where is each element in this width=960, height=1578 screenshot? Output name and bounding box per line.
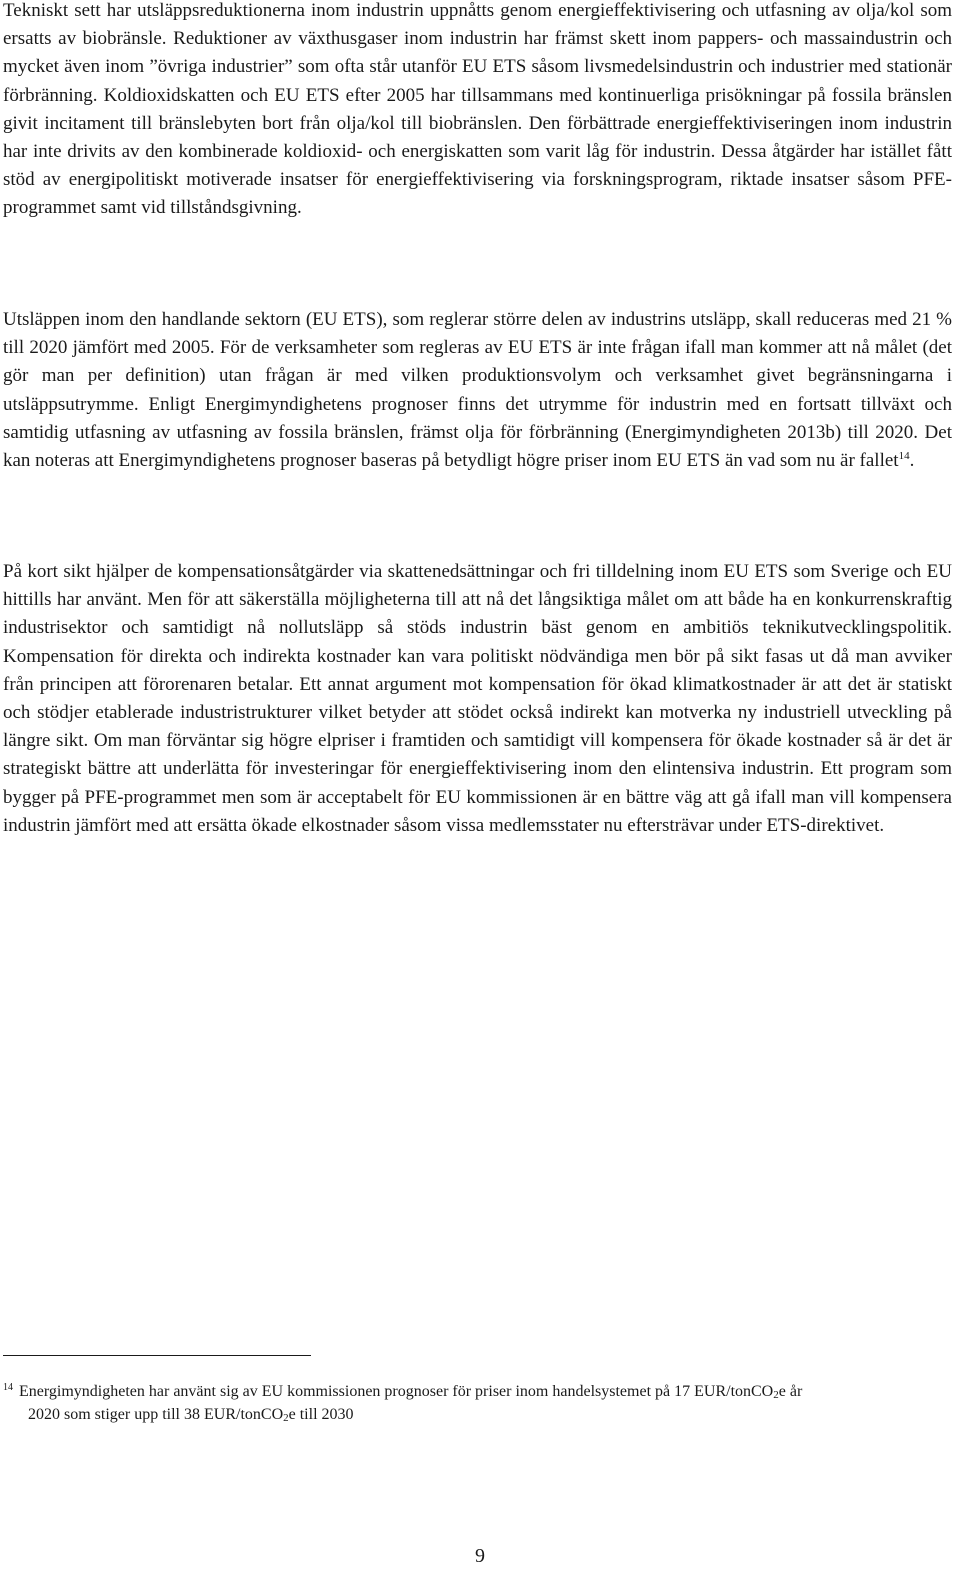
footnote-reference[interactable]: 14 [898,450,910,463]
page-number: 9 [475,1545,485,1567]
paragraph-eu-ets-sector [3,306,952,475]
footnote-text-1b: e år [778,1383,803,1400]
footnote-subscript-2: 2 [283,1412,289,1424]
paragraph-eu-ets-sector-tail: . [909,450,915,472]
footnote-subscript-1: 2 [773,1389,779,1401]
paragraph-eu-ets-sector-text: Utsläppen inom den handlande sektorn (EU ETS), som reglerar större delen av industrins utsläpp, skall reduceras med 21 % till 2020 jämfört med 2005. För de verksamheter som regleras av EU ETS är inte frågan ifall man kommer att nå målet (det gör man per definition) utan frågan är med vilken produktionsvolym och verksamhet givet begränsningarna i utsläppsutrymme. Enligt Energimyndighetens prognoser finns det utrymme för industrin med en fortsatt tillväxt och samtidig utfasning av utfasning av fossila bränslen, främst olja för förbränning (Energimyndigheten 2013b) till 2020. Det kan noteras att Energimyndighetens prognoser baseras på betydligt högre priser inom EU ETS än vad som nu är fallet [3,309,952,472]
footnote [3,1380,952,1426]
footnote-text-2a: 2020 som stiger upp till 38 EUR/tonCO [28,1406,284,1423]
paragraph-industry-emission-reductions: Tekniskt sett har utsläppsreduktionerna inom industrin uppnåtts genom energieffektivisering och utfasning av olja/kol som ersatts av biobränsle. Reduktioner av växthusgaser inom industrin har främst skett inom pappers- och massaindustrin och mycket även inom ”övriga industrier” som ofta står utanför EU ETS såsom livsmedelsindustrin och industrier med stationär förbränning. Koldioxidskatten och EU ETS efter 2005 har tillsammans med kontinuerliga prisökningar på fossila bränslen givit incitament till bränslebyten bort från olja/kol till biobränslen. Den förbättrade energieffektiviseringen inom industrin har inte drivits av den kombinerade koldioxid- och energiskatten som varit låg för industrin. Dessa åtgärder har istället fått stöd av energipolitiskt motiverade insatser för energieffektivisering via forskningsprogram, riktade insatser såsom PFE-programmet samt vid tillståndsgivning. [3,0,952,219]
footnote-separator [3,1355,311,1356]
footnote-marker: 14 [3,1382,13,1393]
footnote-text-1a: Energimyndigheten har använt sig av EU kommissionen prognoser för priser inom handelsystemet på 17 EUR/tonCO [19,1383,774,1400]
footnote-text-2b: e till 2030 [288,1406,354,1423]
footnote-line-1 [3,1380,952,1403]
paragraph-compensation-measures: På kort sikt hjälper de kompensationsåtgärder via skattenedsättningar och fri tilldelning inom EU ETS som Sverige och EU hittills har använt. Men för att säkerställa möjligheterna till att nå det långsiktiga målet om att både ha en konkurrenskraftig industrisektor och samtidigt nå nollutsläpp så stöds industrin bäst genom en ambitiös teknikutvecklingspolitik. Kompensation för direkta och indirekta kostnader kan vara politiskt nödvändiga men bör på sikt fasas ut då man avviker från principen att förorenaren betalar. Ett annat argument mot kompensation för ökad klimatkostnader är att det är statiskt och stödjer etablerade industristrukturer vilket betyder att stödet också indirekt kan motverka ny industriell utveckling på längre sikt. Om man förväntar sig högre elpriser i framtiden och samtidigt vill kompensera för ökade kostnader så är det är strategiskt bättre att underlätta för investeringar för energieffektivisering inom den elintensiva industrin. Ett program som bygger på PFE-programmet men som är acceptabelt för EU kommissionen är en bättre väg att gå ifall man vill kompensera industrin jämfört med att ersätta ökade elkostnader såsom vissa medlemsstater nu eftersträvar under ETS-direktivet. [3,561,952,836]
footnote-line-2 [3,1403,952,1426]
